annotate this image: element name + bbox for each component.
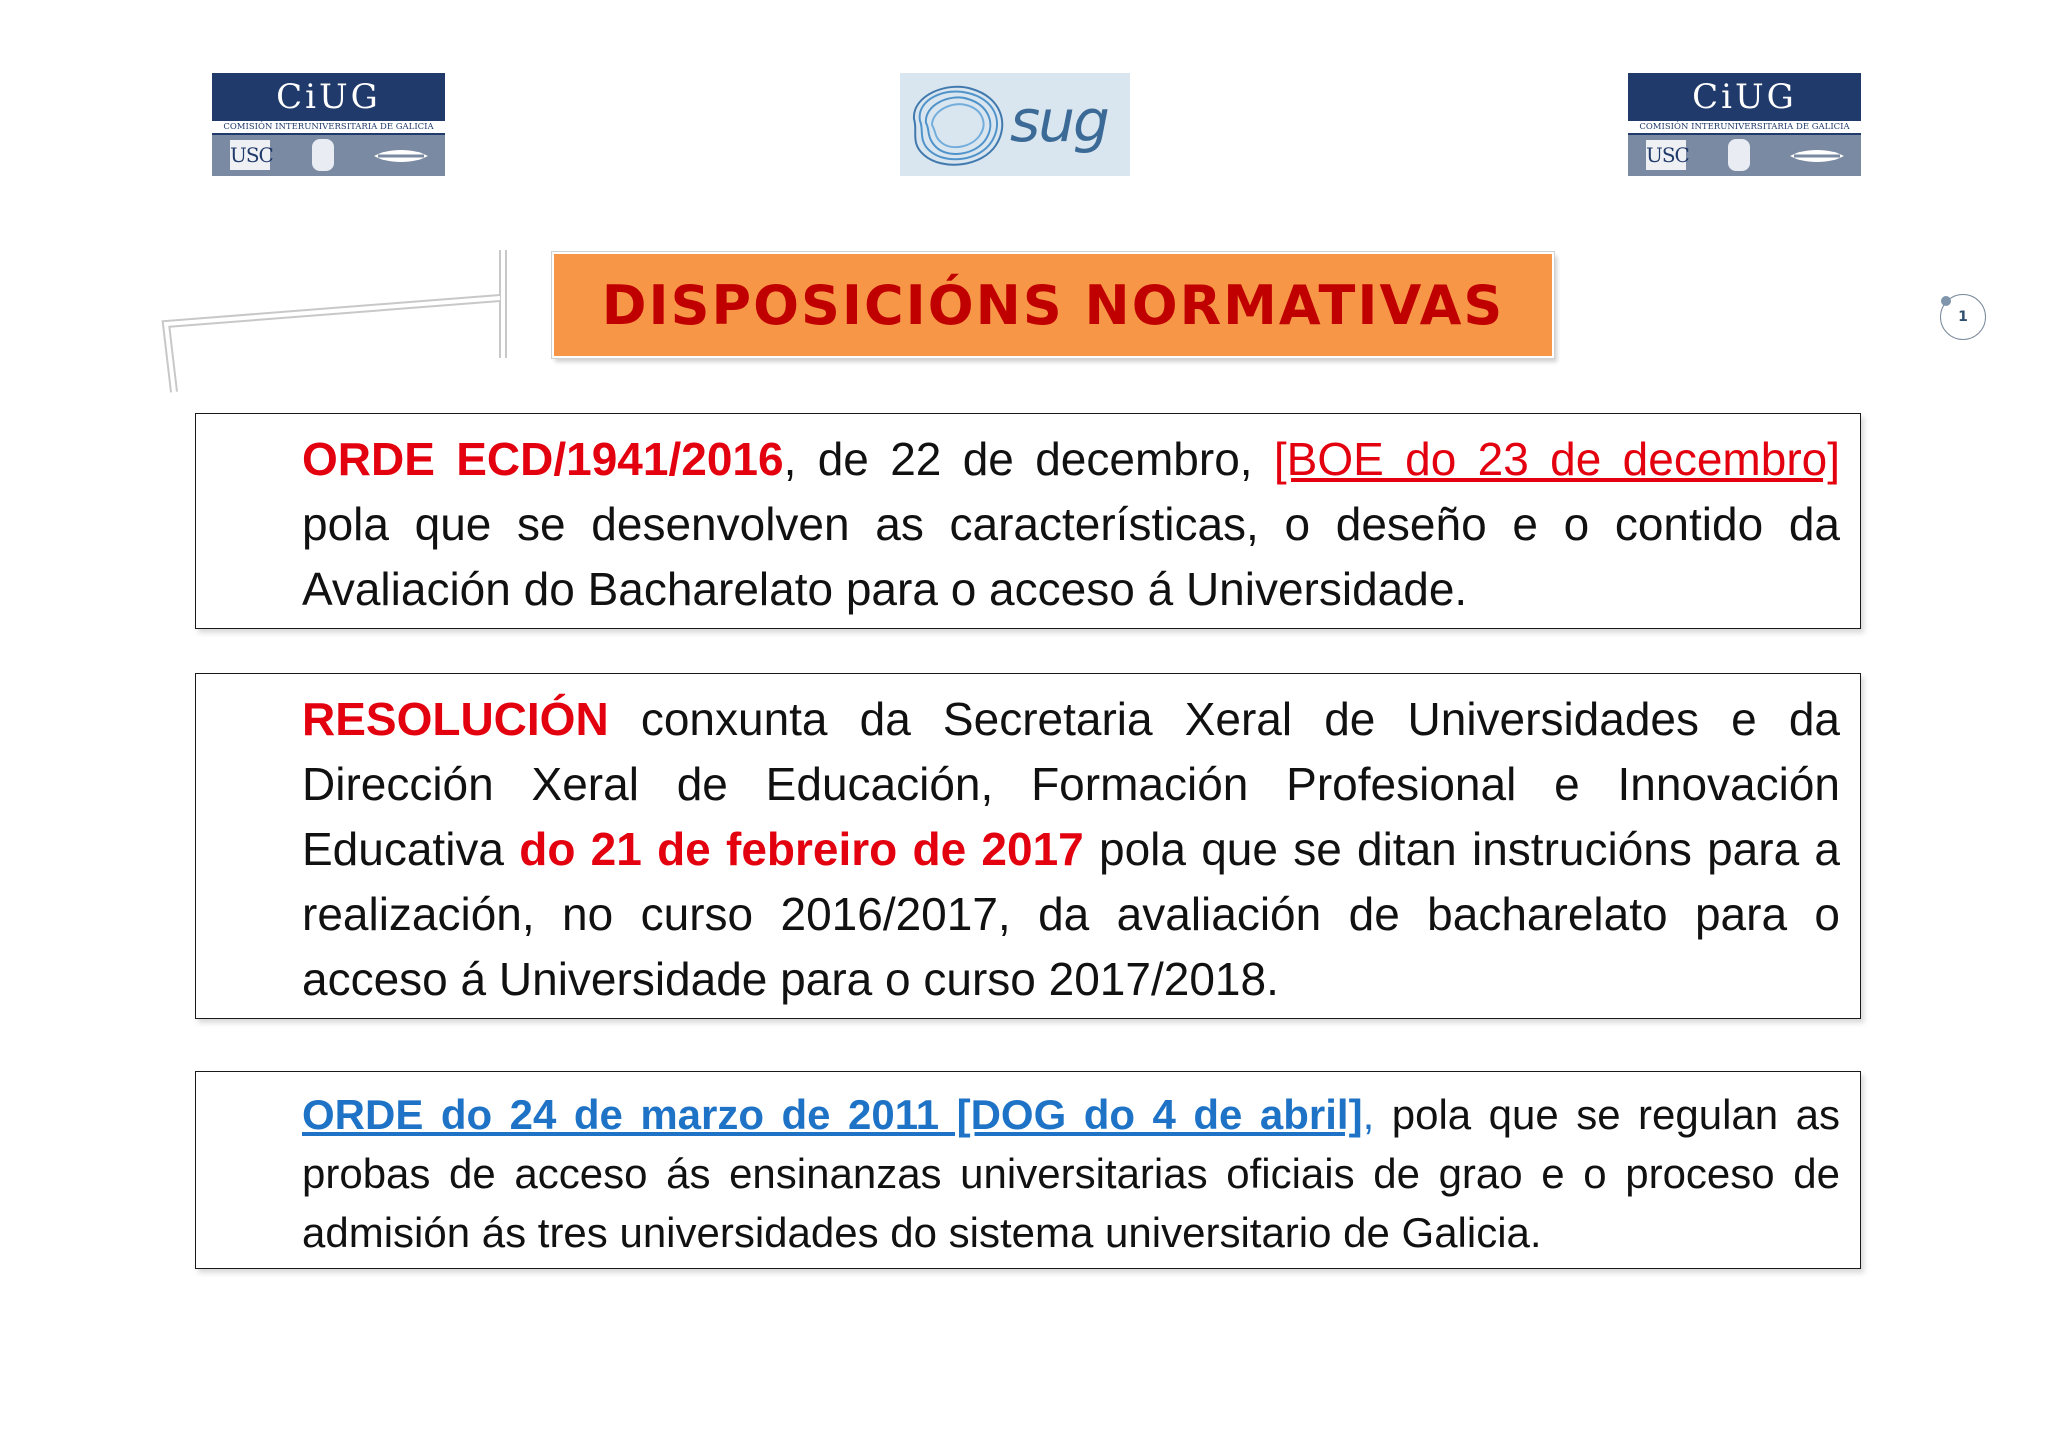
ciug-logo-title: CiUG bbox=[1692, 77, 1797, 117]
ciug-logo-subtitle: COMISIÓN INTERUNIVERSITARIA DE GALICIA bbox=[212, 121, 445, 133]
waves-icon bbox=[1786, 144, 1848, 168]
ciug-logo-right bbox=[1628, 73, 1861, 176]
sug-logo-text: sug bbox=[1010, 87, 1108, 155]
badge-dot bbox=[1941, 296, 1951, 306]
ciug-logo-left bbox=[212, 73, 445, 176]
regulation-issuer: conxunta da Secretaria Xeral de Universidades e da Dirección Xeral de Educación, Formación Profesional e Innovación Educativa bbox=[302, 693, 1840, 875]
regulation-box-2 bbox=[195, 673, 1861, 1019]
page-number: 1 bbox=[1958, 309, 1968, 325]
seal-icon bbox=[312, 139, 334, 171]
regulation-description: pola que se desenvolven as características, o deseño e o contido da Avaliación do Bacharelato para o acceso á Universidade. bbox=[302, 498, 1840, 615]
ciug-logo-subtitle: COMISIÓN INTERUNIVERSITARIA DE GALICIA bbox=[1628, 121, 1861, 133]
ciug-logo-emblems bbox=[1628, 135, 1861, 176]
page-title: DISPOSICIÓNS NORMATIVAS bbox=[601, 274, 1505, 337]
seal-icon bbox=[1728, 139, 1750, 171]
usc-mark: USC bbox=[1646, 140, 1686, 170]
dog-link[interactable]: ORDE do 24 de marzo de 2011 [DOG do 4 de abril] bbox=[302, 1091, 1363, 1138]
sug-logo bbox=[900, 73, 1130, 176]
regulation-description: pola que se regulan as probas de acceso ás ensinanzas universitarias oficiais de grao e o proceso de admisión ás tres universidades do sistema universitario de Galicia. bbox=[302, 1091, 1840, 1256]
link-comma: , bbox=[1362, 1091, 1375, 1138]
regulation-ref: ORDE ECD/1941/2016 bbox=[302, 433, 784, 485]
regulation-text-1 bbox=[302, 427, 1840, 622]
regulation-date: do 21 de febreiro de 2017 bbox=[519, 823, 1084, 875]
regulation-ref: RESOLUCIÓN bbox=[302, 693, 609, 745]
regulation-box-1 bbox=[195, 413, 1861, 629]
ciug-logo-title: CiUG bbox=[276, 77, 381, 117]
ciug-logo-emblems bbox=[212, 135, 445, 176]
title-banner bbox=[552, 252, 1554, 358]
sug-swirl-icon bbox=[906, 81, 1010, 169]
decorative-bracket bbox=[160, 248, 520, 398]
waves-icon bbox=[370, 144, 432, 168]
regulation-description: pola que se ditan instrucións para a realización, no curso 2016/2017, da avaliación de bacharelato para o acceso á Universidade para o curso 2017/2018. bbox=[302, 823, 1840, 1005]
regulation-text-3 bbox=[302, 1085, 1840, 1262]
usc-mark: USC bbox=[230, 140, 270, 170]
regulation-text-2 bbox=[302, 687, 1840, 1012]
regulation-date: , de 22 de decembro, bbox=[783, 433, 1274, 485]
page-number-badge bbox=[1940, 294, 1986, 340]
boe-link[interactable]: [BOE do 23 de decembro] bbox=[1273, 433, 1841, 485]
regulation-box-3 bbox=[195, 1071, 1861, 1269]
